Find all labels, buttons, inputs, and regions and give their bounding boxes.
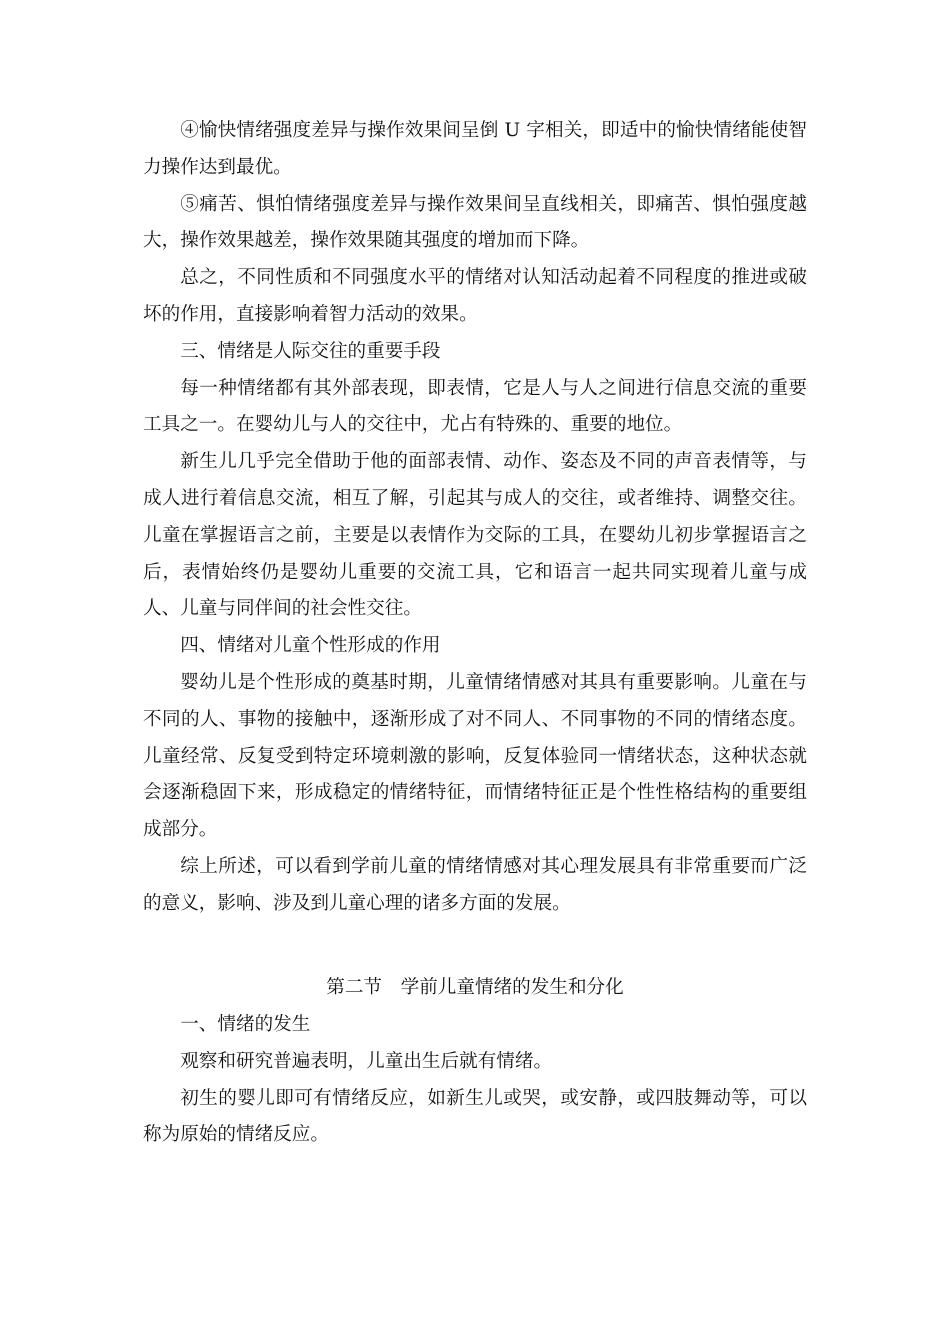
body-text-block	[143, 113, 807, 923]
heading-emotion-origin: 一、情绪的发生	[180, 1014, 311, 1035]
paragraph-summary: 总之，不同性质和不同强度水平的情绪对认知活动起着不同程度的推进或破坏的作用，直接影响着智力活动的效果。	[143, 267, 807, 325]
paragraph-expression: 每一种情绪都有其外部表现，即表情，它是人与人之间进行信息交流的重要工具之一。在婴幼儿与人的交往中，尤占有特殊的、重要的地位。	[143, 377, 807, 436]
heading-personality: 四、情绪对儿童个性形成的作用	[180, 635, 441, 657]
heading-interpersonal: 三、情绪是人际交往的重要手段	[180, 340, 441, 362]
paragraph-pain-fear-emotion: ⑤痛苦、惧怕情绪强度差异与操作效果间呈直线相关，即痛苦、惧怕强度越大，操作效果越差，操作效果随其强度的增加而下降。	[143, 193, 807, 252]
paragraph-conclusion: 综上所述，可以看到学前儿童的情绪情感对其心理发展具有非常重要而广泛的意义，影响、涉及到儿童心理的诸多方面的发展。	[143, 855, 807, 914]
section-body-block	[143, 1007, 807, 1154]
paragraph-newborn-communication: 新生儿几乎完全借助于他的面部表情、动作、姿态及不同的声音表情等，与成人进行着信息交流，相互了解，引起其与成人的交往，或者维持、调整交往。儿童在掌握语言之前，主要是以表情作为交际的工具，在婴幼儿初步掌握语言之后，表情始终仍是婴幼儿重要的交流工具，它和语言一起共同实现着儿童与成人、儿童与同伴间的社会性交往。	[143, 451, 807, 620]
paragraph-pleasant-emotion: ④愉快情绪强度差异与操作效果间呈倒 U 字相关，即适中的愉快情绪能使智力操作达到最优。	[143, 120, 807, 178]
paragraph-primitive-reaction: 初生的婴儿即可有情绪反应，如新生儿或哭，或安静，或四肢舞动等，可以称为原始的情绪反应。	[143, 1087, 807, 1146]
paragraph-personality-formation: 婴幼儿是个性形成的奠基时期，儿童情绪情感对其具有重要影响。儿童在与不同的人、事物的接触中，逐渐形成了对不同人、不同事物的不同的情绪态度。儿童经常、反复受到特定环境刺激的影响，反复体验同一情绪状态，这种状态就会逐渐稳固下来，形成稳定的情绪特征，而情绪特征正是个性性格结构的重要组成部分。	[143, 671, 807, 841]
paragraph-observation: 观察和研究普遍表明，儿童出生后就有情绪。	[180, 1050, 553, 1072]
section-title: 第二节 学前儿童情绪的发生和分化	[326, 977, 624, 998]
